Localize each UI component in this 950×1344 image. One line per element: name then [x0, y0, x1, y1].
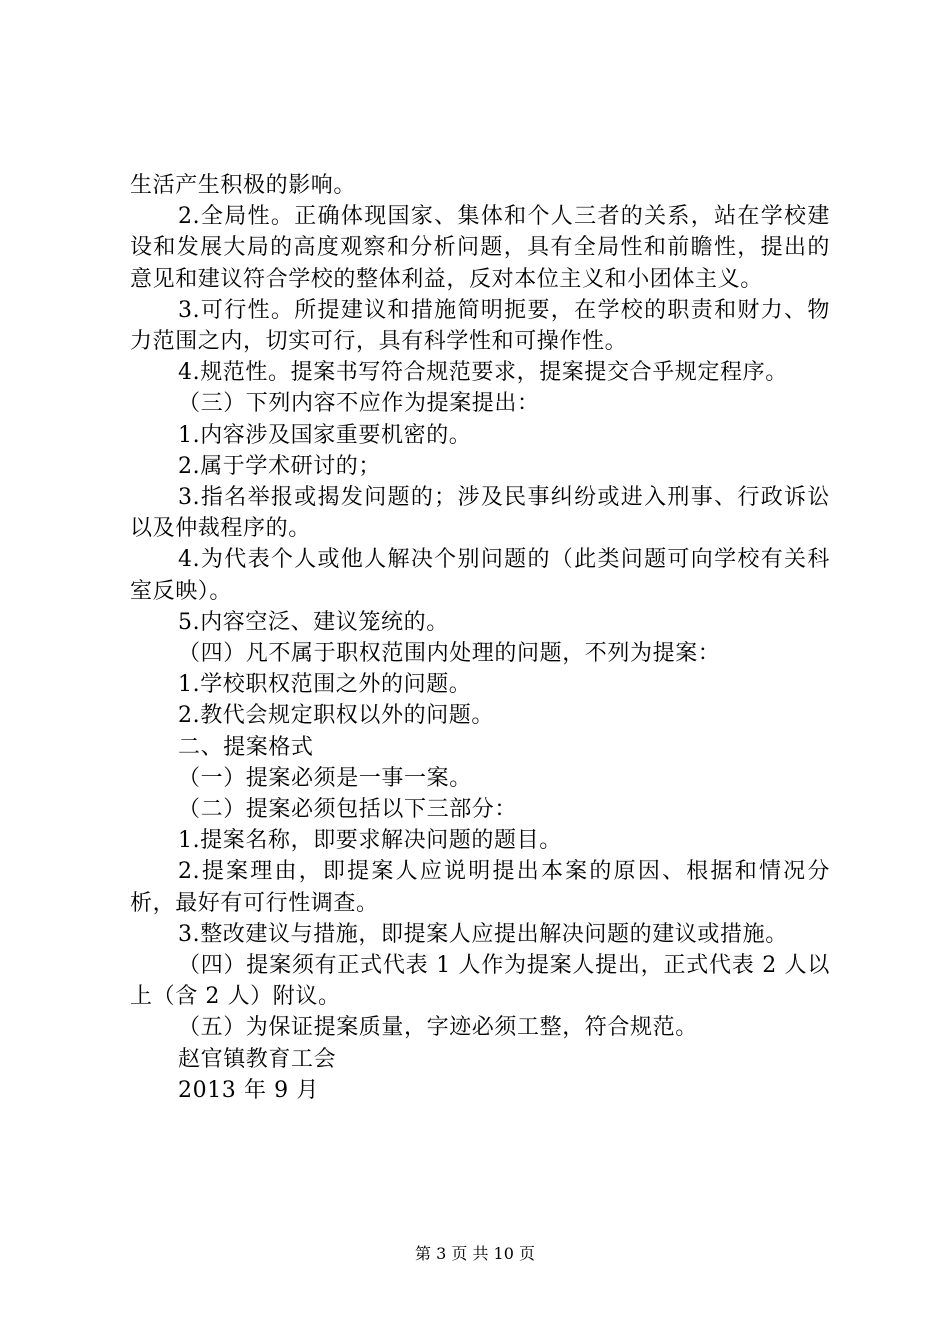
- paragraph-15: （二）提案必须包括以下三部分：: [178, 797, 518, 823]
- page-number-label: 第 3 页 共 10 页: [415, 1244, 535, 1263]
- paragraph-0: 生活产生积极的影响。: [130, 173, 357, 198]
- paragraph-5: 1.内容涉及国家重要机密的。: [178, 422, 472, 448]
- section-heading-format: 二、提案格式: [178, 734, 314, 760]
- paragraph-20: （五）为保证提案质量，字迹必须工整，符合规范。: [178, 1015, 698, 1041]
- paragraph-10: （四）凡不属于职权范围内处理的问题，不列为提案：: [178, 641, 721, 667]
- document-body: [130, 170, 830, 1106]
- paragraph-14: （一）提案必须是一事一案。: [178, 765, 472, 791]
- page-footer: [0, 1244, 950, 1264]
- paragraph-9: 5.内容空泛、建议笼统的。: [178, 609, 449, 635]
- paragraph-16: 1.提案名称，即要求解决问题的题目。: [178, 828, 562, 854]
- paragraph-19: （四）提案须有正式代表 1 人作为提案人提出，正式代表 2 人以上（含 2 人）附议。: [130, 953, 830, 1010]
- paragraph-1: 2.全局性。正确体现国家、集体和个人三者的关系，站在学校建设和发展大局的高度观察和分析问题，具有全局性和前瞻性，提出的意见和建议符合学校的整体利益，反对本位主义和小团体主义。: [130, 204, 830, 292]
- paragraph-11: 1.学校职权范围之外的问题。: [178, 672, 472, 698]
- signature-date: 2013 年 9 月: [178, 1077, 319, 1103]
- paragraph-3: 4.规范性。提案书写符合规范要求，提案提交合乎规定程序。: [178, 360, 788, 386]
- paragraph-2: 3.可行性。所提建议和措施简明扼要，在学校的职责和财力、物力范围之内，切实可行，具有科学性和可操作性。: [130, 297, 830, 355]
- paragraph-12: 2.教代会规定职权以外的问题。: [178, 703, 494, 729]
- paragraph-6: 2.属于学术研讨的；: [178, 453, 381, 479]
- paragraph-18: 3.整改建议与措施，即提案人应提出解决问题的建议或措施。: [178, 921, 788, 947]
- paragraph-17: 2.提案理由，即提案人应说明提出本案的原因、根据和情况分析，最好有可行性调查。: [130, 859, 830, 916]
- paragraph-8: 4.为代表个人或他人解决个别问题的（此类问题可向学校有关科室反映）。: [130, 547, 830, 604]
- paragraph-7: 3.指名举报或揭发问题的；涉及民事纠纷或进入刑事、行政诉讼以及仲裁程序的。: [130, 485, 830, 542]
- signature-organization: 赵官镇教育工会: [178, 1046, 337, 1072]
- paragraph-4: （三）下列内容不应作为提案提出：: [178, 391, 540, 417]
